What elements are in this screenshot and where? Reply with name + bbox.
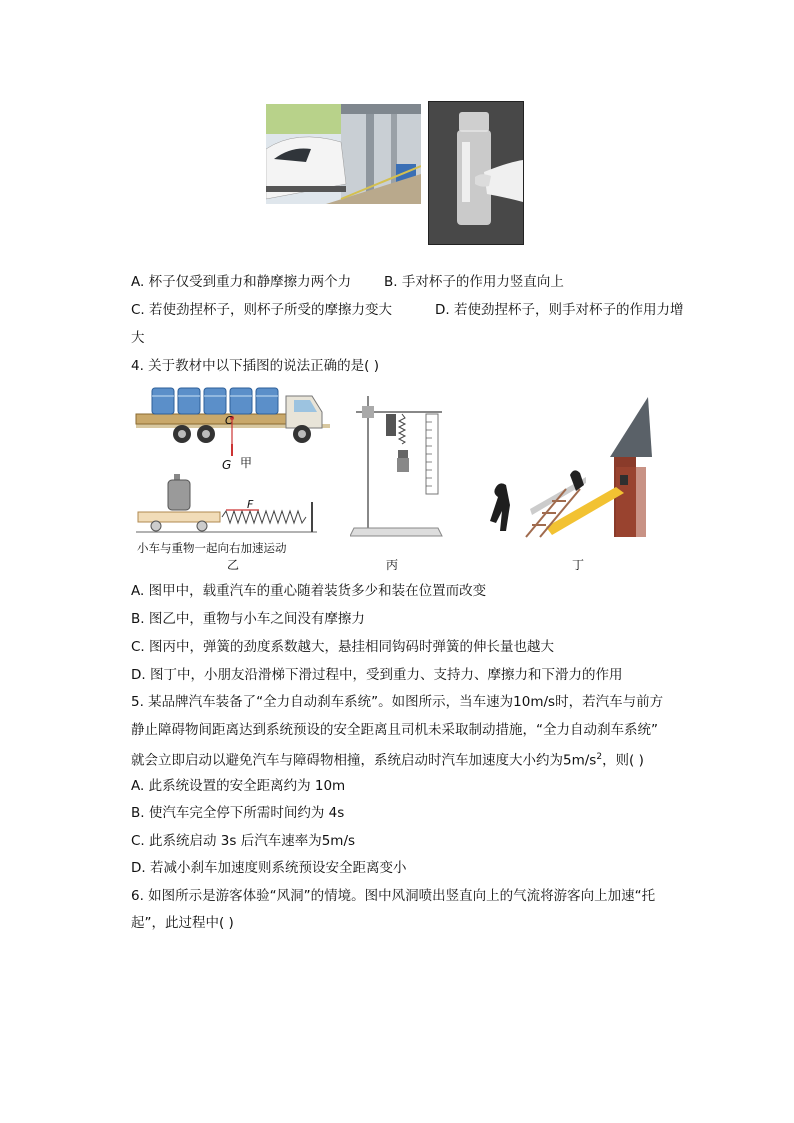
q3-option-d: D. 若使劲捏杯子，则手对杯子的作用力增 <box>435 302 684 318</box>
train-photo <box>266 104 421 204</box>
q3-option-d-wrap: 大 <box>131 330 145 346</box>
gravity-arrow <box>231 444 233 456</box>
cart-spring-figure <box>134 472 319 534</box>
q5-stem-line1: 5. 某品牌汽车装备了“全力自动刹车系统”。如图所示，当车速为10m/s时，若汽车与前方 <box>131 694 664 710</box>
q4-stem: 4. 关于教材中以下插图的说法正确的是( ) <box>131 358 379 374</box>
q5-stem-line2: 静止障碍物间距离达到系统预设的安全距离且司机未采取制动措施，“全力自动刹车系统” <box>131 722 658 738</box>
q3-option-b: B. 手对杯子的作用力竖直向上 <box>384 274 564 290</box>
cart-caption: 小车与重物一起向右加速运动 <box>137 541 287 555</box>
label-g: G <box>222 458 232 472</box>
q5-stem-line3-pre: 就会立即启动以避免汽车与障碍物相撞，系统启动时汽车加速度大小约为5m/s <box>131 752 597 769</box>
label-c: C <box>225 414 233 427</box>
q5-option-d: D. 若减小刹车加速度则系统预设安全距离变小 <box>131 860 407 876</box>
label-ding: 丁 <box>572 558 585 572</box>
truck-figure <box>134 384 332 446</box>
q5-stem-line3-sup: 2 <box>596 752 603 762</box>
q4-option-c: C. 图丙中，弹簧的劲度系数越大，悬挂相同钩码时弹簧的伸长量也越大 <box>131 639 555 655</box>
q3-option-c: C. 若使劲捏杯子，则杯子所受的摩擦力变大 <box>131 302 393 318</box>
spring-stand-figure <box>350 392 445 540</box>
q6-stem-line1: 6. 如图所示是游客体验“风洞”的情境。图中风洞喷出竖直向上的气流将游客向上加速“托 <box>131 888 656 904</box>
q5-stem-line3 <box>131 747 644 771</box>
q5-option-c: C. 此系统启动 3s 后汽车速率为5m/s <box>131 833 356 849</box>
q6-stem-line2: 起”，此过程中( ) <box>131 915 234 931</box>
q5-option-a: A. 此系统设置的安全距离约为 10m <box>131 778 346 794</box>
label-jia: 甲 <box>240 456 253 470</box>
q4-option-a: A. 图甲中，载重汽车的重心随着装货多少和装在位置而改变 <box>131 583 487 599</box>
q4-option-d: D. 图丁中，小朋友沿滑梯下滑过程中，受到重力、支持力、摩擦力和下滑力的作用 <box>131 667 623 683</box>
slide-figure <box>486 397 654 543</box>
label-bing: 丙 <box>386 558 399 572</box>
q5-stem-line3-post: ，则( ) <box>602 752 644 769</box>
label-f: F <box>247 498 254 511</box>
label-yi: 乙 <box>227 558 240 572</box>
q3-option-a: A. 杯子仅受到重力和静摩擦力两个力 <box>131 274 352 290</box>
q4-option-b: B. 图乙中，重物与小车之间没有摩擦力 <box>131 611 365 627</box>
cup-photo <box>428 101 524 245</box>
q5-option-b: B. 使汽车完全停下所需时间约为 4s <box>131 805 345 821</box>
